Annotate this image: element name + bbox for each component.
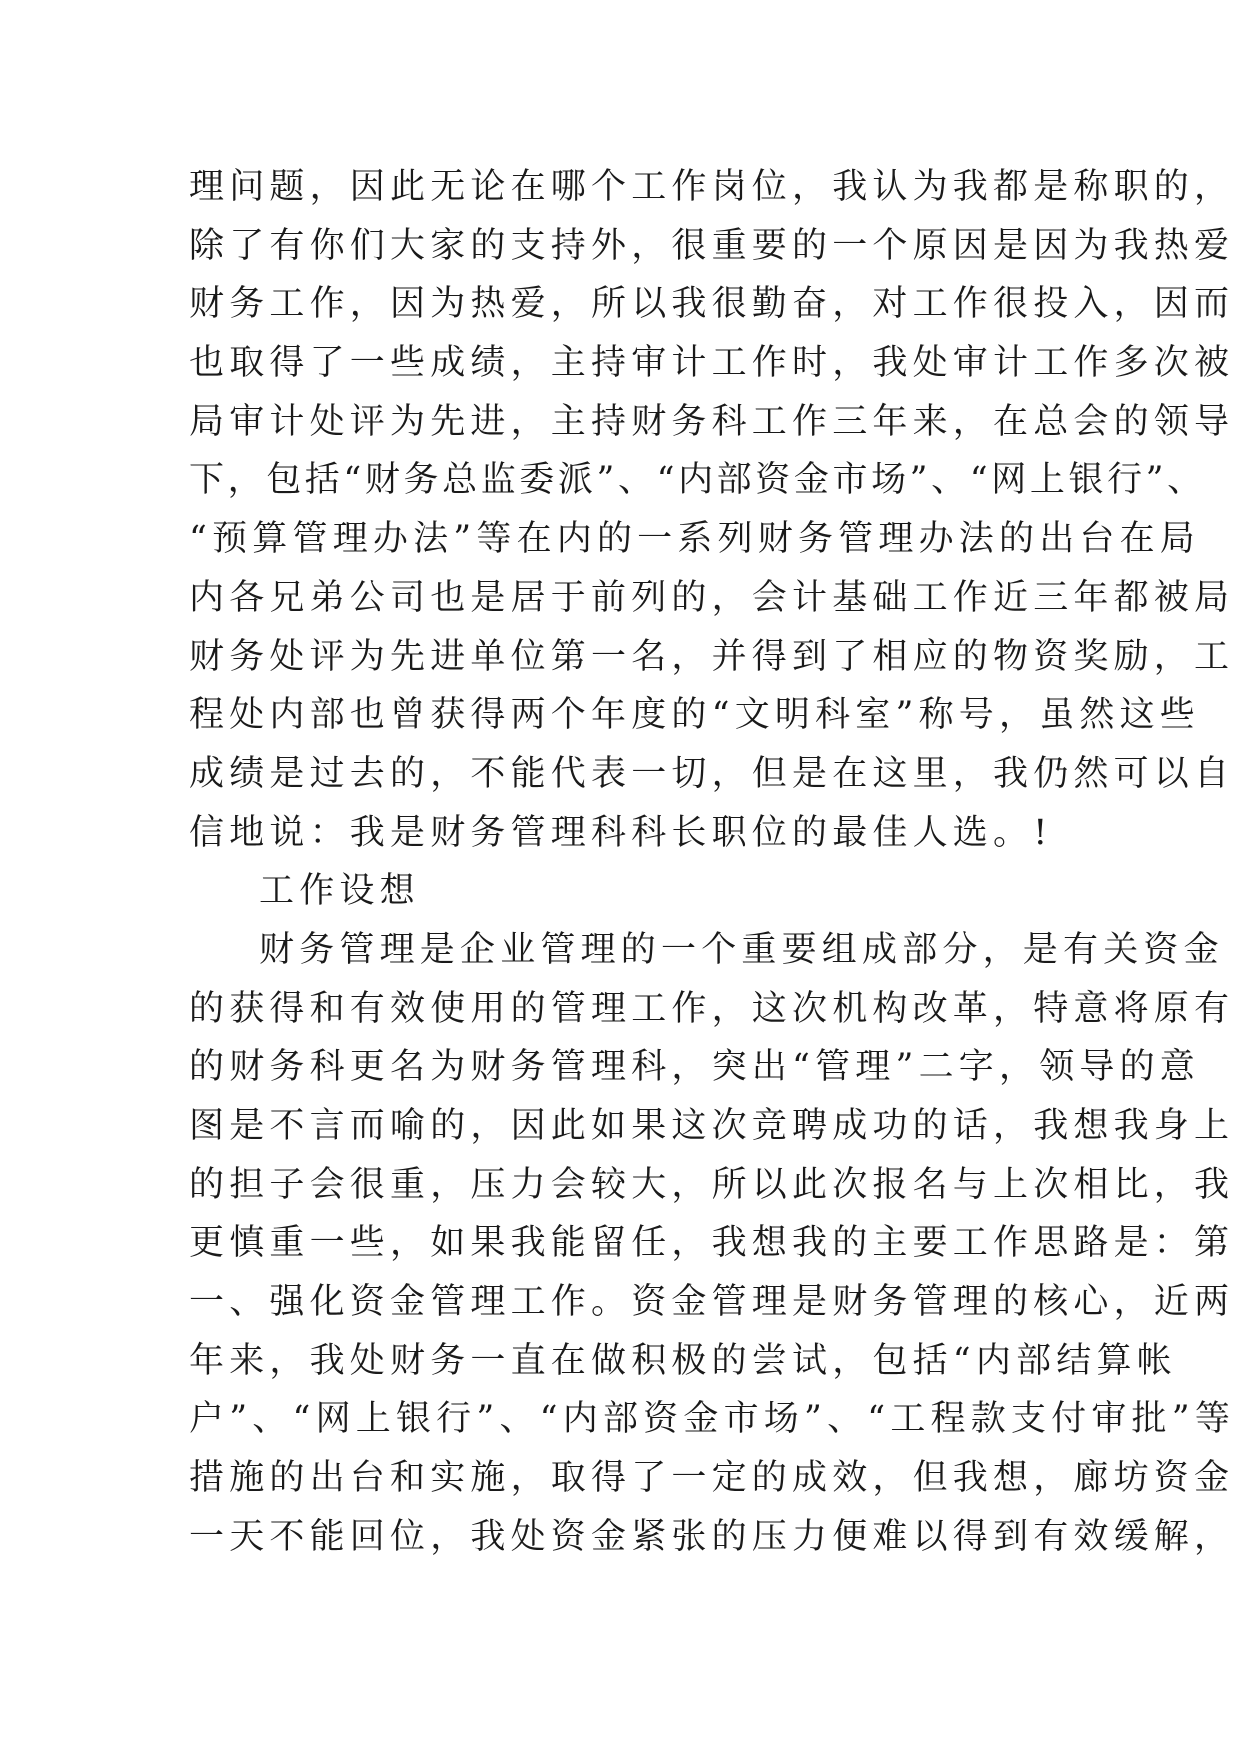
section-heading: 工作设想 [259,871,420,912]
text-line: 图是不言而喻的，因此如果这次竞聘成功的话，我想我身上 [189,1106,1235,1146]
paragraph-first-line: 财务管理是企业管理的一个重要组成部分，是有关资金 [259,929,1224,970]
text-line: 户”、“网上银行”、“内部资金市场”、“工程款支付审批”等 [189,1399,1236,1440]
text-line: 措施的出台和实施，取得了一定的成效，但我想，廊坊资金 [189,1458,1235,1499]
text-line: 内各兄弟公司也是居于前列的，会计基础工作近三年都被局 [189,577,1235,618]
text-line: 的担子会很重，压力会较大，所以此次报名与上次相比，我 [189,1164,1235,1205]
text-line: 下，包括“财务总监委派”、“内部资金市场”、“网上银行”、 [189,460,1206,501]
text-line: 局审计处评为先进，主持财务科工作三年来，在总会的领导 [189,401,1235,442]
text-line: 信地说：我是财务管理科科长职位的最佳人选。! [189,812,1053,853]
text-line: 成绩是过去的，不能代表一切，但是在这里，我仍然可以自 [189,753,1235,794]
text-line: 也取得了一些成绩，主持审计工作时，我处审计工作多次被 [189,343,1235,384]
text-line: 理问题，因此无论在哪个工作岗位，我认为我都是称职的， [189,167,1235,207]
text-line: “预算管理办法”等在内的一系列财务管理办法的出台在局 [189,519,1200,560]
text-line: 财务处评为先进单位第一名，并得到了相应的物资奖励，工 [189,636,1235,677]
text-line: 一、强化资金管理工作。资金管理是财务管理的核心，近两 [189,1282,1235,1323]
text-line: 的财务科更名为财务管理科，突出“管理”二字，领导的意 [189,1047,1200,1088]
text-line: 除了有你们大家的支持外，很重要的一个原因是因为我热爱 [189,225,1235,266]
text-line: 财务工作，因为热爱，所以我很勤奋，对工作很投入，因而 [189,284,1235,325]
text-line: 程处内部也曾获得两个年度的“文明科室”称号，虽然这些 [189,695,1200,736]
text-line: 更慎重一些，如果我能留任，我想我的主要工作思路是：第 [189,1223,1235,1264]
text-line: 的获得和有效使用的管理工作，这次机构改革，特意将原有 [189,988,1235,1029]
body-text [189,158,1236,1567]
text-line: 一天不能回位，我处资金紧张的压力便难以得到有效缓解， [189,1516,1235,1557]
text-line: 年来，我处财务一直在做积极的尝试，包括“内部结算帐 [189,1340,1177,1381]
